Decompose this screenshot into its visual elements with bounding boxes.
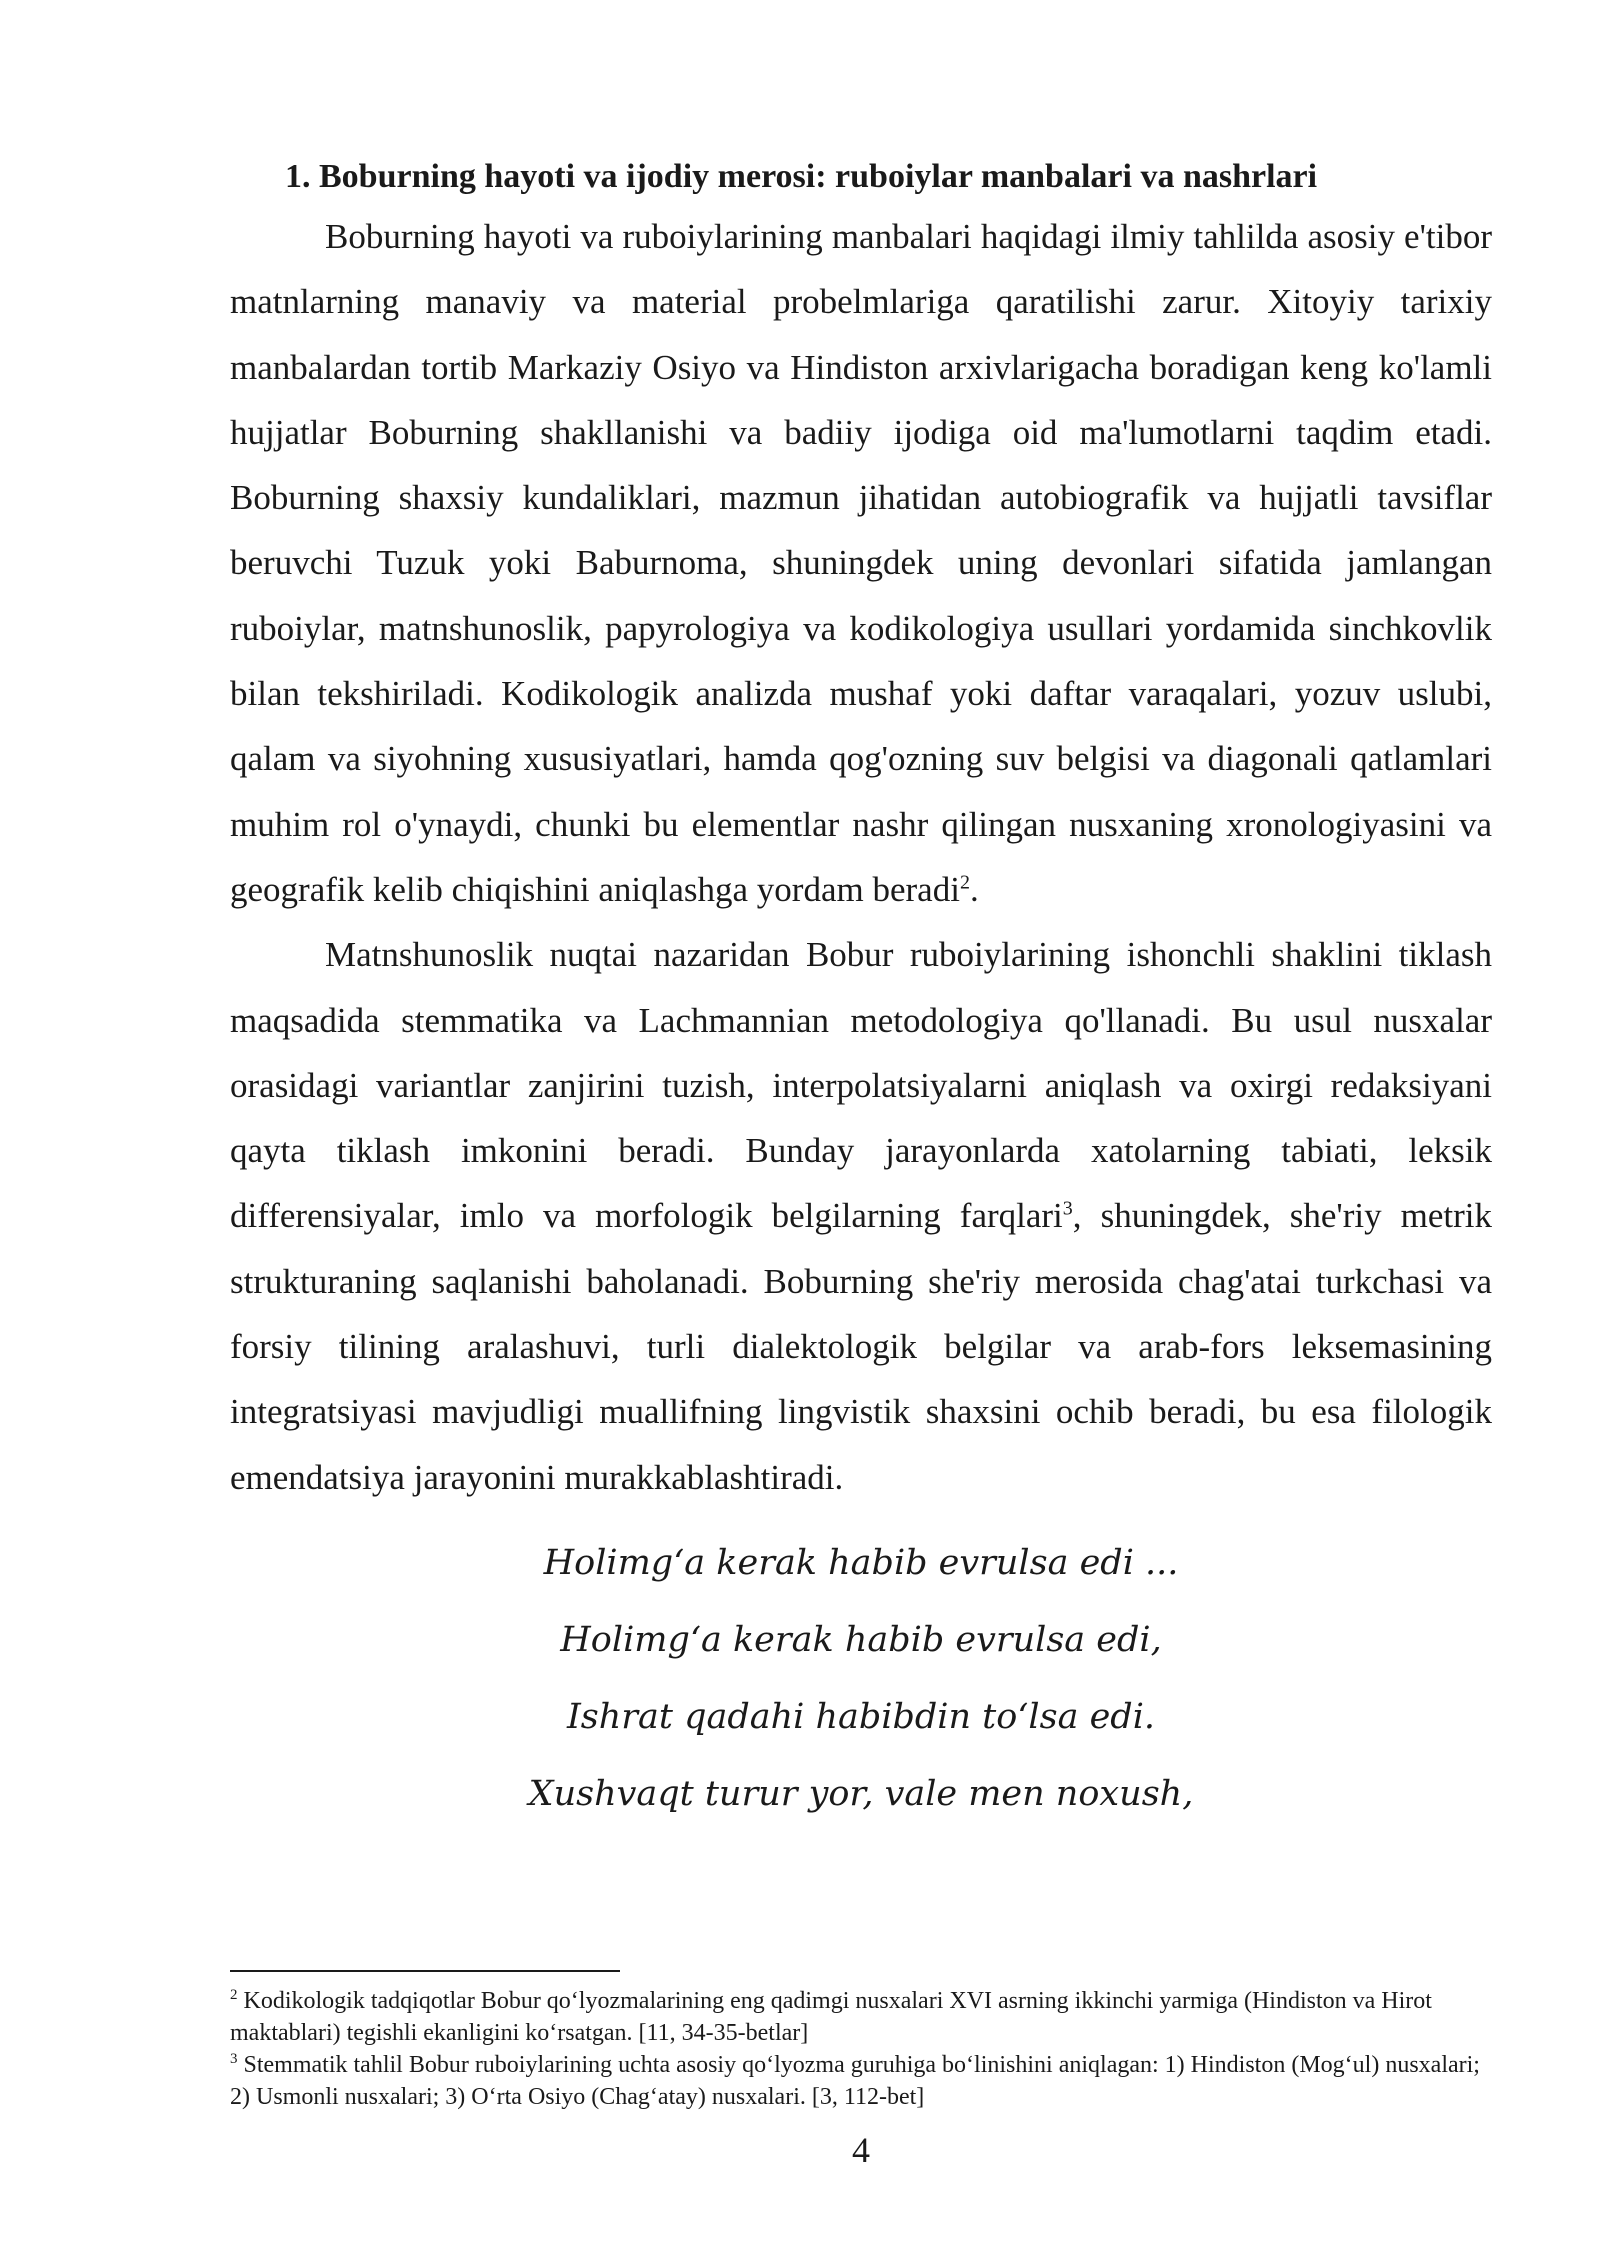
footnote-number: 2 (230, 1987, 238, 2003)
paragraph-1 (230, 204, 1492, 922)
paragraph-2-text-before: Matnshunoslik nuqtai nazaridan Bobur ruboiylarining ishonchli shaklini tiklash maqsadida stemmatika va Lachmannian metodologiya qo'llanadi. Bu usul nusxalar orasidagi variantlar zanjirini tuzish, interpolatsiyalarni aniqlash va oxirgi redaksiyani qayta tiklash imkonini beradi. Bunday jarayonlarda xatolarning tabiati, leksik differensiyalar, imlo va morfologik belgilarning farqlari (230, 935, 1492, 1236)
verse-line: Ishrat qadahi habibdin to‘lsa edi. (566, 1696, 1156, 1737)
footnote-number: 3 (230, 2051, 238, 2067)
footnote-3 (230, 2049, 1492, 2113)
footnotes (230, 1985, 1492, 2113)
footnote-text: Kodikologik tadqiqotlar Bobur qo‘lyozmalarining eng qadimgi nusxalari XVI asrning ikkinchi yarmiga (Hindiston va Hirot maktablari) tegishli ekanligini ko‘rsatgan. [11, 34-35-betlar] (230, 1988, 1432, 2046)
paragraph-1-text: Boburning hayoti va ruboiylarining manbalari haqidagi ilmiy tahlilda asosiy e'tibor matnlarning manaviy va material probelmlariga qaratilishi zarur. Xitoyiy tarixiy manbalardan tortib Markaziy Osiyo va Hindiston arxivlarigacha boradigan keng ko'lamli hujjatlar Boburning shakllanishi va badiiy ijodiga oid ma'lumotlarni taqdim etadi. Boburning shaxsiy kundaliklari, mazmun jihatidan autobiografik va hujjatli tavsiflar beruvchi Tuzuk yoki Baburnoma, shuningdek uning devonlari sifatida jamlangan ruboiylar, matnshunoslik, papyrologiya va kodikologiya usullari yordamida sinchkovlik bilan tekshiriladi. Kodikologik analizda mushaf yoki daftar varaqalari, yozuv uslubi, qalam va siyohning xususiyatlari, hamda qog'ozning suv belgisi va diagonali qatlamlari muhim rol o'ynaydi, chunki bu elementlar nashr qilingan nusxaning xronologiyasini va geografik kelib chiqishini aniqlashga yordam beradi (230, 217, 1492, 909)
footnote-divider (230, 1970, 620, 1972)
section-heading: 1. Boburning hayoti va ijodiy merosi: ruboiylar manbalari va nashrlari (285, 158, 1318, 195)
verse-line: Holimg‘a kerak habib evrulsa edi ... (543, 1542, 1179, 1583)
page-body (230, 150, 1492, 1833)
footnote-2 (230, 1985, 1492, 2049)
paragraph-2 (230, 922, 1492, 1510)
footnote-text: Stemmatik tahlil Bobur ruboiylarining uchta asosiy qo‘lyozma guruhiga bo‘linishini aniqlagan: 1) Hindiston (Mog‘ul) nusxalari; 2) Usmonli nusxalari; 3) O‘rta Osiyo (Chag‘atay) nusxalari. [3, 112-bet] (230, 2052, 1480, 2110)
footnote-ref-3: 3 (1062, 1197, 1073, 1220)
paragraph-1-end: . (969, 869, 979, 909)
verse-line: Holimg‘a kerak habib evrulsa edi, (560, 1619, 1162, 1660)
paragraph-2-text-after: , shuningdek, she'riy metrik strukturaning saqlanishi baholanadi. Boburning she'riy merosida chag'atai turkchasi va forsiy tilining aralashuvi, turli dialektologik belgilar va arab-fors leksemasining integratsiyasi mavjudligi muallifning lingvistik shaxsini ochib beradi, bu esa filologik emendatsiya jarayonini murakkablashtiradi. (230, 1196, 1492, 1497)
verse-block (230, 1525, 1492, 1833)
footnote-ref-2: 2 (959, 871, 970, 894)
verse-line: Xushvaqt turur yor, vale men noxush, (528, 1773, 1194, 1814)
page-number: 4 (852, 2130, 870, 2170)
